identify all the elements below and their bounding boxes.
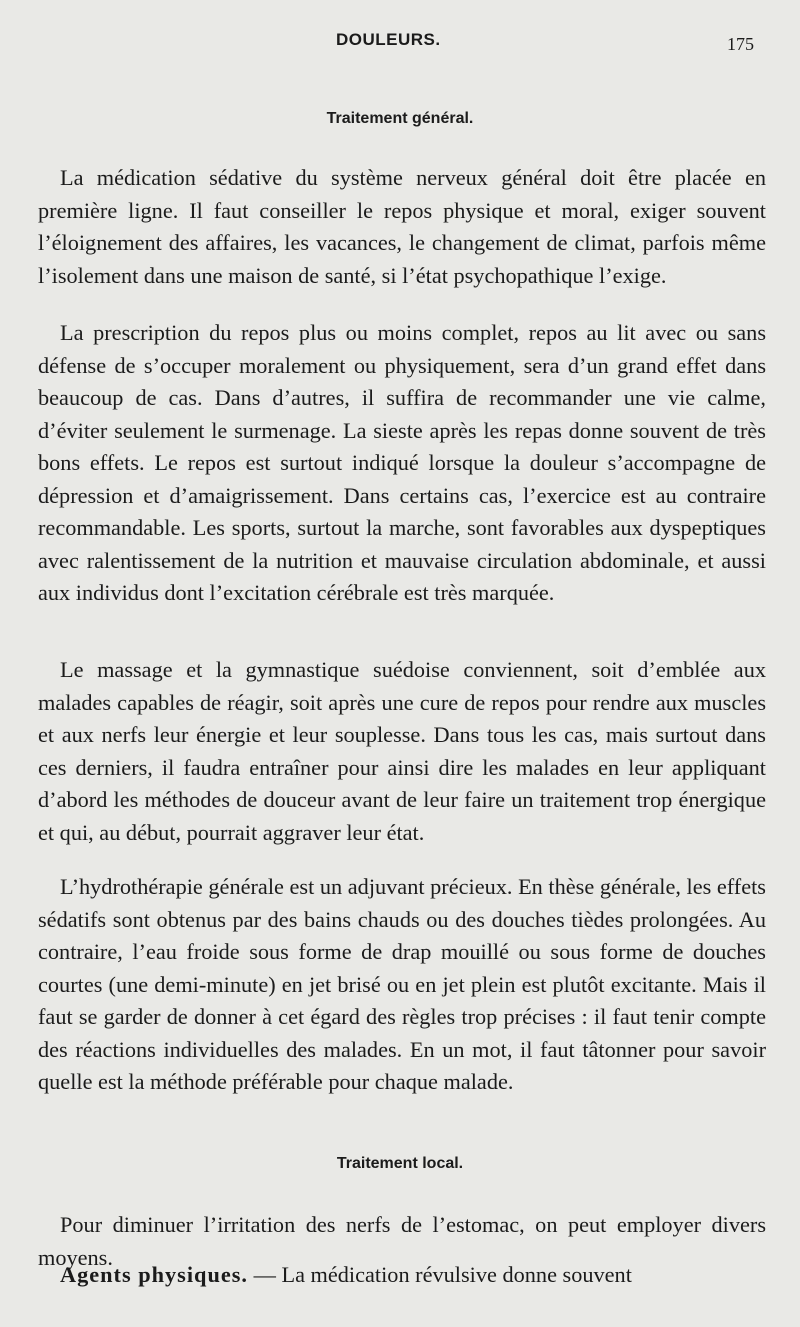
paragraph-sedative-medication: La médication sédative du système nerveux général doit être placée en première ligne. Il faut conseiller le repos physique et moral, exiger souvent l’éloignement des affaires, les vacances, le changement de climat, parfois même l’isolement dans une maison de santé, si l’état psychopathique l’exige.: [38, 165, 766, 288]
section-heading-local: Traitement local.: [336, 1155, 464, 1172]
paragraph-massage-gymnastics: Le massage et la gymnastique suédoise conviennent, soit d’emblée aux malades capables de réagir, soit après une cure de repos pour rendre aux muscles et aux nerfs leur énergie et leur souplesse. Dans tous les cas, mais surtout dans ces derniers, il faudra entraîner pour ainsi dire les malades en leur appliquant d’abord les méthodes de douceur avant de leur faire un traitement trop énergique et qui, au début, pourrait aggraver leur état.: [38, 657, 766, 845]
paragraph-physical-agents-text: — La médication révulsive donne souvent: [248, 1262, 632, 1287]
term-physical-agents: Agents physiques.: [60, 1262, 248, 1287]
running-title: DOULEURS.: [336, 30, 441, 49]
paragraph-physical-agents: [38, 1259, 766, 1292]
paragraph-hydrotherapy: L’hydrothérapie générale est un adjuvant précieux. En thèse générale, les effets sédatifs sont obtenus par des bains chauds ou des douches tièdes prolongées. Au contraire, l’eau froide sous forme de drap mouillé ou sous forme de douches courtes (une demi-minute) en jet brisé ou en jet plein est plutôt excitante. Mais il faut se garder de donner à cet égard des règles trop précises : il faut tenir compte des réactions individuelles des malades. En un mot, il faut tâtonner pour savoir quelle est la méthode préférable pour chaque malade.: [38, 874, 766, 1094]
section-heading-general: Traitement général.: [326, 110, 474, 127]
paragraph-rest-prescription: La prescription du repos plus ou moins complet, repos au lit avec ou sans défense de s’occuper moralement ou physiquement, sera d’un grand effet dans beaucoup de cas. Dans d’autres, il suffira de recommander une vie calme, d’éviter seulement le surmenage. La sieste après les repas donne souvent de très bons effets. Le repos est surtout indiqué lorsque la douleur s’accompagne de dépression et d’amaigrissement. Dans certains cas, l’exercice est au contraire recommandable. Les sports, surtout la marche, sont favorables aux dyspeptiques avec ralentissement de la nutrition et mauvaise circulation abdominale, et aussi aux individus dont l’excitation cérébrale est très marquée.: [38, 320, 766, 605]
running-head: [0, 30, 800, 56]
paragraph-nerve-irritation: Pour diminuer l’irritation des nerfs de l’estomac, on peut employer divers moyens.: [38, 1212, 766, 1270]
page-number: 175: [727, 34, 754, 54]
